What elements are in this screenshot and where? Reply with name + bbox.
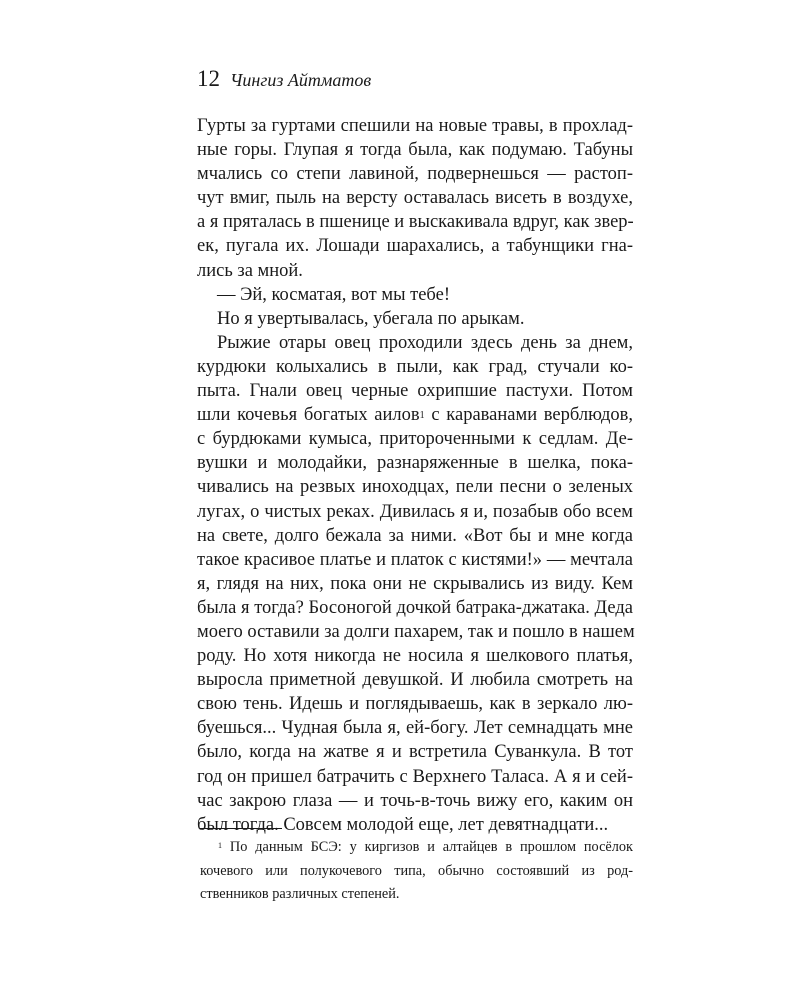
text-line: такое красивое платье и платок с кистями!» — мечтала <box>197 549 633 570</box>
footnote-marker: 1 <box>218 841 222 850</box>
text-line: лугах, о чистых реках. Дивилась я и, позабыв обо всем <box>197 501 633 522</box>
text-line: была я тогда? Босоногой дочкой батрака-джатака. Деда <box>197 597 633 618</box>
text-line: было, когда на жатве я и встретила Суванкула. В тот <box>197 742 633 763</box>
text-line: ные горы. Глупая я тогда была, как подумаю. Табуны <box>197 140 633 161</box>
footnote-text: По данным БСЭ: у киргизов и алтайцев в прошлом посёлок <box>229 839 633 855</box>
text-fragment: с караванами верблюдов, <box>431 405 633 426</box>
text-line: мчались со степи лавиной, подвернешься — растоп- <box>197 164 633 185</box>
author-name: Чингиз Айтматов <box>230 70 372 90</box>
text-line: с бурдюками кумыса, притороченными к седлам. Де- <box>197 429 633 450</box>
footnote-line: ственников различных степеней. <box>200 886 400 902</box>
text-line: Но я увертывалась, убегала по арыкам. <box>217 308 525 329</box>
text-line: пыта. Гнали овец черные охрипшие пастухи. Потом <box>197 381 633 402</box>
text-fragment: шли кочевья богатых аилов <box>197 405 420 426</box>
text-line: буешься... Чудная была я, ей-богу. Лет семнадцать мне <box>197 718 633 739</box>
text-line-with-footnote <box>197 403 633 427</box>
footnote <box>200 836 633 907</box>
text-line: год он пришел батрачить с Верхнего Таласа. А я и сей- <box>197 766 633 787</box>
page-number: 12 <box>197 66 220 91</box>
footnote-divider <box>200 828 282 829</box>
footnote-line: кочевого или полукочевого типа, обычно состоявший из род- <box>200 862 633 879</box>
text-line: Рыжие отары овец проходили здесь день за днем, <box>217 332 633 353</box>
text-line: свою тень. Идешь и поглядываешь, как в зеркало лю- <box>197 694 633 715</box>
footnote-reference[interactable]: 1 <box>419 410 425 422</box>
text-line: был тогда. Совсем молодой еще, лет девятнадцати... <box>197 814 609 835</box>
text-line: я, глядя на них, пока они не скрывались из виду. Кем <box>197 573 633 594</box>
text-line: вушки и молодайки, разнаряженные в шелка, пока- <box>197 453 633 474</box>
footnote-line <box>200 836 633 860</box>
text-line: курдюки колыхались в пыли, как град, стучали ко- <box>197 356 633 377</box>
body-text <box>197 114 633 837</box>
running-header <box>197 64 371 95</box>
dialogue-line: — Эй, косматая, вот мы тебе! <box>217 284 450 305</box>
text-line: ек, пугала их. Лошади шарахались, а табунщики гна- <box>197 236 633 257</box>
text-line: чивались на резвых иноходцах, пели песни о зеленых <box>197 477 633 498</box>
text-line: Гурты за гуртами спешили на новые травы, в прохлад- <box>197 116 633 136</box>
text-line: на свете, долго бежала за ними. «Вот бы и мне когда <box>197 525 633 546</box>
text-line: лись за мной. <box>197 260 303 281</box>
text-line: выросла приметной девушкой. И любила смотреть на <box>197 670 633 691</box>
text-line: час закрою глаза — и точь-в-точь вижу его, каким он <box>197 790 633 811</box>
text-line: а я пряталась в пшенице и выскакивала вдруг, как звер- <box>197 212 634 233</box>
text-line: роду. Но хотя никогда не носила я шелкового платья, <box>197 646 633 667</box>
text-line: чут вмиг, пыль на версту оставалась висеть в воздухе, <box>197 188 633 209</box>
text-line: моего оставили за долги пахарем, так и пошло в нашем <box>197 621 635 642</box>
